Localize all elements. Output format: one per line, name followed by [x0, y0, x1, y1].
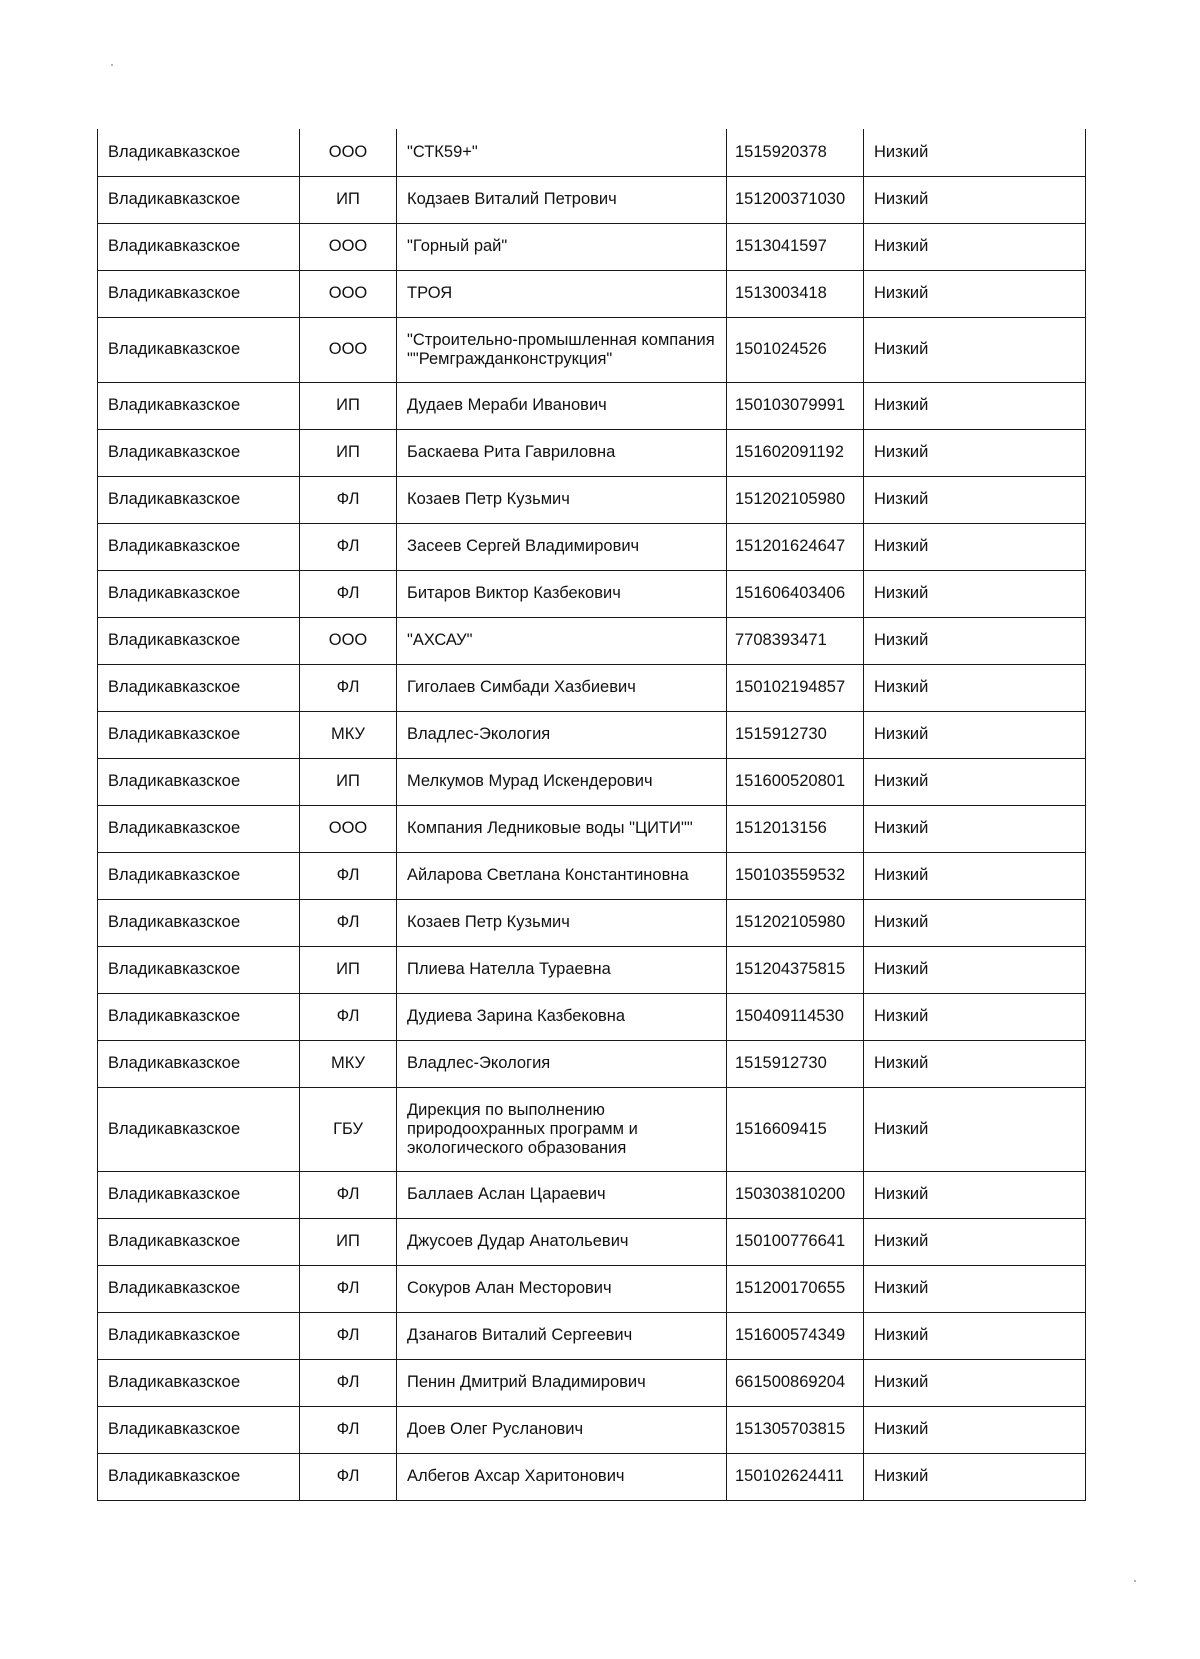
organization-name-cell: Битаров Виктор Казбекович [397, 570, 727, 617]
district-cell: Владикавказское [98, 1406, 300, 1453]
inn-cell: 7708393471 [727, 617, 864, 664]
organization-name-cell: Баллаев Аслан Цараевич [397, 1171, 727, 1218]
table-row [98, 1218, 1086, 1265]
risk-level-cell: Низкий [864, 805, 1086, 852]
entity-type-cell: ФЛ [300, 1359, 397, 1406]
entity-type-cell: ИП [300, 176, 397, 223]
district-cell: Владикавказское [98, 317, 300, 382]
table-row [98, 1406, 1086, 1453]
inn-cell: 1513041597 [727, 223, 864, 270]
inn-cell: 150100776641 [727, 1218, 864, 1265]
district-cell: Владикавказское [98, 1218, 300, 1265]
organization-name-cell: "АХСАУ" [397, 617, 727, 664]
entity-type-cell: ООО [300, 129, 397, 176]
risk-level-cell: Низкий [864, 223, 1086, 270]
inn-cell: 151606403406 [727, 570, 864, 617]
inn-cell: 150103079991 [727, 382, 864, 429]
district-cell: Владикавказское [98, 1312, 300, 1359]
table-row [98, 852, 1086, 899]
table-row [98, 523, 1086, 570]
district-cell: Владикавказское [98, 1453, 300, 1500]
district-cell: Владикавказское [98, 223, 300, 270]
inn-cell: 150303810200 [727, 1171, 864, 1218]
table-row [98, 382, 1086, 429]
district-cell: Владикавказское [98, 1171, 300, 1218]
risk-level-cell: Низкий [864, 129, 1086, 176]
district-cell: Владикавказское [98, 1265, 300, 1312]
organization-name-cell: Дудиева Зарина Казбековна [397, 993, 727, 1040]
entity-type-cell: ФЛ [300, 899, 397, 946]
organization-name-cell: Кодзаев Виталий Петрович [397, 176, 727, 223]
organization-name-cell: "Горный рай" [397, 223, 727, 270]
risk-level-cell: Низкий [864, 1453, 1086, 1500]
district-cell: Владикавказское [98, 176, 300, 223]
scan-speck [111, 64, 113, 66]
risk-level-cell: Низкий [864, 758, 1086, 805]
table-row [98, 1453, 1086, 1500]
organization-name-cell: Доев Олег Русланович [397, 1406, 727, 1453]
entity-type-cell: ФЛ [300, 1406, 397, 1453]
inn-cell: 1515920378 [727, 129, 864, 176]
district-cell: Владикавказское [98, 1359, 300, 1406]
inn-cell: 151305703815 [727, 1406, 864, 1453]
entity-type-cell: ФЛ [300, 1265, 397, 1312]
district-cell: Владикавказское [98, 993, 300, 1040]
table-row [98, 476, 1086, 523]
table-row [98, 1359, 1086, 1406]
inn-cell: 151202105980 [727, 476, 864, 523]
inn-cell: 151200371030 [727, 176, 864, 223]
risk-level-cell: Низкий [864, 1218, 1086, 1265]
risk-level-cell: Низкий [864, 946, 1086, 993]
district-cell: Владикавказское [98, 129, 300, 176]
table-row [98, 1171, 1086, 1218]
entity-type-cell: ФЛ [300, 523, 397, 570]
entity-type-cell: ИП [300, 1218, 397, 1265]
district-cell: Владикавказское [98, 429, 300, 476]
risk-level-cell: Низкий [864, 429, 1086, 476]
risk-level-cell: Низкий [864, 570, 1086, 617]
district-cell: Владикавказское [98, 1087, 300, 1171]
inn-cell: 150102624411 [727, 1453, 864, 1500]
district-cell: Владикавказское [98, 664, 300, 711]
risk-level-cell: Низкий [864, 523, 1086, 570]
entity-type-cell: ФЛ [300, 1171, 397, 1218]
scan-speck [1134, 1580, 1136, 1582]
inn-cell: 151201624647 [727, 523, 864, 570]
organization-name-cell: Баскаева Рита Гавриловна [397, 429, 727, 476]
table-row [98, 711, 1086, 758]
district-cell: Владикавказское [98, 805, 300, 852]
inn-cell: 1516609415 [727, 1087, 864, 1171]
organization-name-cell: Дирекция по выполнению природоохранных программ и экологического образования [397, 1087, 727, 1171]
risk-level-cell: Низкий [864, 617, 1086, 664]
organization-name-cell: Джусоев Дудар Анатольевич [397, 1218, 727, 1265]
inn-cell: 151602091192 [727, 429, 864, 476]
organization-name-cell: Пенин Дмитрий Владимирович [397, 1359, 727, 1406]
inn-cell: 1501024526 [727, 317, 864, 382]
organization-name-cell: Сокуров Алан Месторович [397, 1265, 727, 1312]
entity-type-cell: МКУ [300, 1040, 397, 1087]
table-row [98, 758, 1086, 805]
inn-cell: 1515912730 [727, 1040, 864, 1087]
district-cell: Владикавказское [98, 1040, 300, 1087]
inn-cell: 150103559532 [727, 852, 864, 899]
table-row [98, 429, 1086, 476]
entity-type-cell: ФЛ [300, 664, 397, 711]
entity-type-cell: ИП [300, 758, 397, 805]
table-row [98, 1265, 1086, 1312]
inn-cell: 151600574349 [727, 1312, 864, 1359]
organization-name-cell: Владлес-Экология [397, 1040, 727, 1087]
risk-level-cell: Низкий [864, 899, 1086, 946]
entity-type-cell: ИП [300, 946, 397, 993]
organization-name-cell: Козаев Петр Кузьмич [397, 899, 727, 946]
risk-level-cell: Низкий [864, 852, 1086, 899]
table-row [98, 223, 1086, 270]
risk-level-cell: Низкий [864, 1359, 1086, 1406]
table-row [98, 570, 1086, 617]
district-cell: Владикавказское [98, 617, 300, 664]
organization-name-cell: "СТК59+" [397, 129, 727, 176]
inn-cell: 151202105980 [727, 899, 864, 946]
district-cell: Владикавказское [98, 758, 300, 805]
risk-level-cell: Низкий [864, 1171, 1086, 1218]
table-row [98, 805, 1086, 852]
table-row [98, 1040, 1086, 1087]
district-cell: Владикавказское [98, 711, 300, 758]
entity-type-cell: ИП [300, 429, 397, 476]
district-cell: Владикавказское [98, 270, 300, 317]
table-row [98, 1312, 1086, 1359]
organization-name-cell: Засеев Сергей Владимирович [397, 523, 727, 570]
organization-name-cell: ТРОЯ [397, 270, 727, 317]
inn-cell: 151600520801 [727, 758, 864, 805]
entity-type-cell: ИП [300, 382, 397, 429]
risk-level-cell: Низкий [864, 993, 1086, 1040]
entity-type-cell: ФЛ [300, 1312, 397, 1359]
risk-level-cell: Низкий [864, 1087, 1086, 1171]
table-row [98, 176, 1086, 223]
risk-level-cell: Низкий [864, 476, 1086, 523]
entity-type-cell: ООО [300, 617, 397, 664]
organization-name-cell: "Строительно-промышленная компания ""Ремгражданконструкция" [397, 317, 727, 382]
table-row [98, 617, 1086, 664]
inn-cell: 150102194857 [727, 664, 864, 711]
organization-name-cell: Дудаев Мераби Иванович [397, 382, 727, 429]
table-row [98, 993, 1086, 1040]
risk-level-cell: Низкий [864, 1406, 1086, 1453]
organization-name-cell: Албегов Ахсар Харитонович [397, 1453, 727, 1500]
risk-level-cell: Низкий [864, 270, 1086, 317]
inn-cell: 150409114530 [727, 993, 864, 1040]
inn-cell: 1513003418 [727, 270, 864, 317]
organization-name-cell: Дзанагов Виталий Сергеевич [397, 1312, 727, 1359]
organization-name-cell: Плиева Нателла Тураевна [397, 946, 727, 993]
risk-level-cell: Низкий [864, 711, 1086, 758]
entity-type-cell: ГБУ [300, 1087, 397, 1171]
organization-name-cell: Мелкумов Мурад Искендерович [397, 758, 727, 805]
table-row [98, 899, 1086, 946]
entity-type-cell: ООО [300, 270, 397, 317]
entity-type-cell: ФЛ [300, 1453, 397, 1500]
risk-level-cell: Низкий [864, 1265, 1086, 1312]
table-row [98, 946, 1086, 993]
entity-type-cell: ООО [300, 317, 397, 382]
risk-level-cell: Низкий [864, 382, 1086, 429]
entity-type-cell: ООО [300, 805, 397, 852]
organization-name-cell: Владлес-Экология [397, 711, 727, 758]
risk-level-cell: Низкий [864, 317, 1086, 382]
entity-type-cell: ФЛ [300, 993, 397, 1040]
entity-type-cell: ООО [300, 223, 397, 270]
risk-level-cell: Низкий [864, 1312, 1086, 1359]
registry-table-body [98, 129, 1086, 1500]
entity-type-cell: ФЛ [300, 570, 397, 617]
table-row [98, 664, 1086, 711]
risk-level-cell: Низкий [864, 1040, 1086, 1087]
district-cell: Владикавказское [98, 476, 300, 523]
district-cell: Владикавказское [98, 852, 300, 899]
inn-cell: 1512013156 [727, 805, 864, 852]
risk-level-cell: Низкий [864, 176, 1086, 223]
organization-name-cell: Козаев Петр Кузьмич [397, 476, 727, 523]
risk-level-cell: Низкий [864, 664, 1086, 711]
inn-cell: 1515912730 [727, 711, 864, 758]
district-cell: Владикавказское [98, 899, 300, 946]
organization-name-cell: Компания Ледниковые воды "ЦИТИ"" [397, 805, 727, 852]
entity-type-cell: ФЛ [300, 852, 397, 899]
organization-name-cell: Гиголаев Симбади Хазбиевич [397, 664, 727, 711]
table-row [98, 270, 1086, 317]
district-cell: Владикавказское [98, 570, 300, 617]
table-row [98, 129, 1086, 176]
district-cell: Владикавказское [98, 946, 300, 993]
table-row [98, 317, 1086, 382]
inn-cell: 151204375815 [727, 946, 864, 993]
organization-name-cell: Айларова Светлана Константиновна [397, 852, 727, 899]
registry-table [97, 129, 1086, 1501]
inn-cell: 661500869204 [727, 1359, 864, 1406]
entity-type-cell: ФЛ [300, 476, 397, 523]
inn-cell: 151200170655 [727, 1265, 864, 1312]
table-row [98, 1087, 1086, 1171]
entity-type-cell: МКУ [300, 711, 397, 758]
district-cell: Владикавказское [98, 382, 300, 429]
district-cell: Владикавказское [98, 523, 300, 570]
